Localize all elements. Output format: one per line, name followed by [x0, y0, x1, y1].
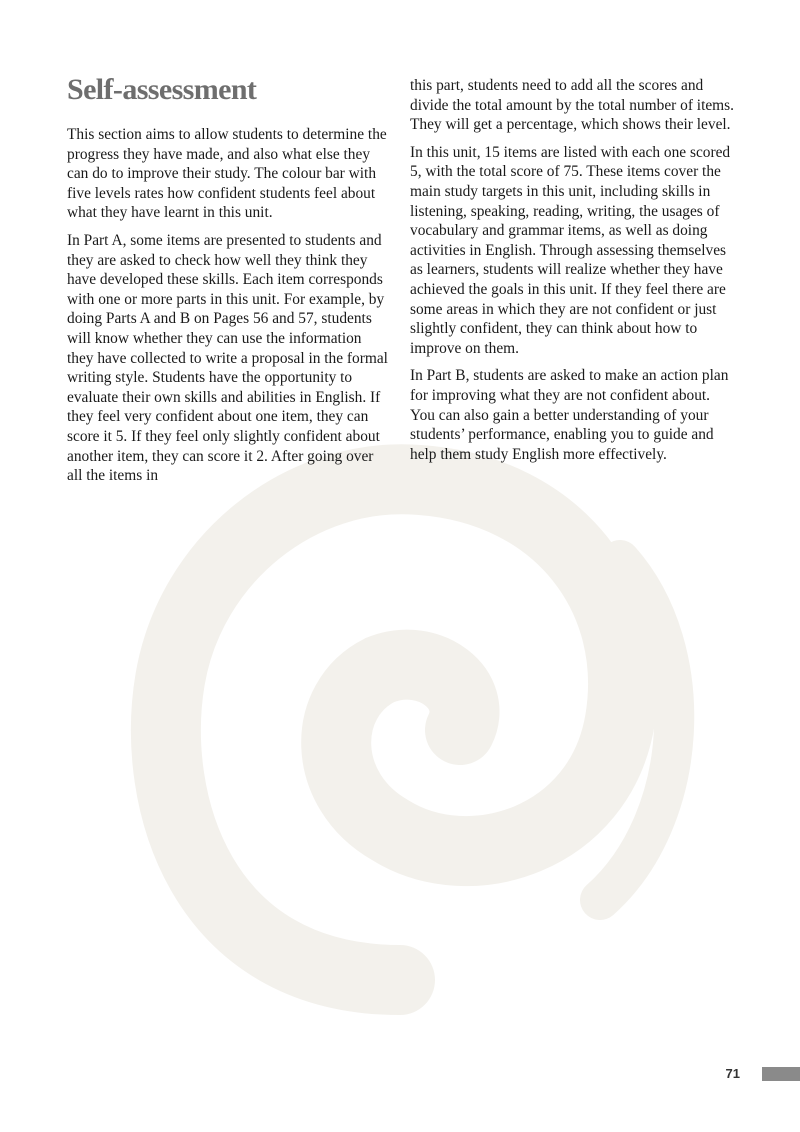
page-number-bar [762, 1067, 800, 1081]
right-column [410, 76, 735, 472]
paragraph: In Part B, students are asked to make an action plan for improving what they are not confident about. You can also gain a better understanding of your students’ performance, enabling you to guide and help them study English more effectively. [410, 367, 729, 463]
page-number: 71 [725, 1066, 740, 1081]
paragraph: This section aims to allow students to determine the progress they have made, and also what else they can do to improve their study. The colour bar with five levels rates how confident students feel about what they have learnt in this unit. [67, 126, 387, 222]
paragraph: In this unit, 15 items are listed with each one scored 5, with the total score of 75. These items cover the main study targets in this unit, including skills in listening, speaking, reading, writing, the usages of vocabulary and grammar items, as well as doing activities in English. Through assessing themselves as learners, students will realize whether they have achieved the goals in this unit. If they feel there are some areas in which they are not confident or just slightly confident, they can think about how to improve on them. [410, 143, 731, 357]
paragraph: In Part A, some items are presented to students and they are asked to check how well they think they have developed these skills. Each item corresponds with one or more parts in this unit. For example, by doing Parts A and B on Pages 56 and 57, students will know whether they can use the information they have collected to write a proposal in the formal writing style. Students have the opportunity to evaluate their own skills and abilities in English. If they feel very confident about one item, they can score it 5. If they feel only slightly confident about another item, they can score it 2. After going over all the items in [67, 231, 388, 485]
paragraph: this part, students need to add all the scores and divide the total amount by the total number of items. They will get a percentage, which shows their level. [410, 77, 734, 134]
page-title: Self-assessment [67, 73, 257, 106]
left-column [67, 125, 389, 494]
